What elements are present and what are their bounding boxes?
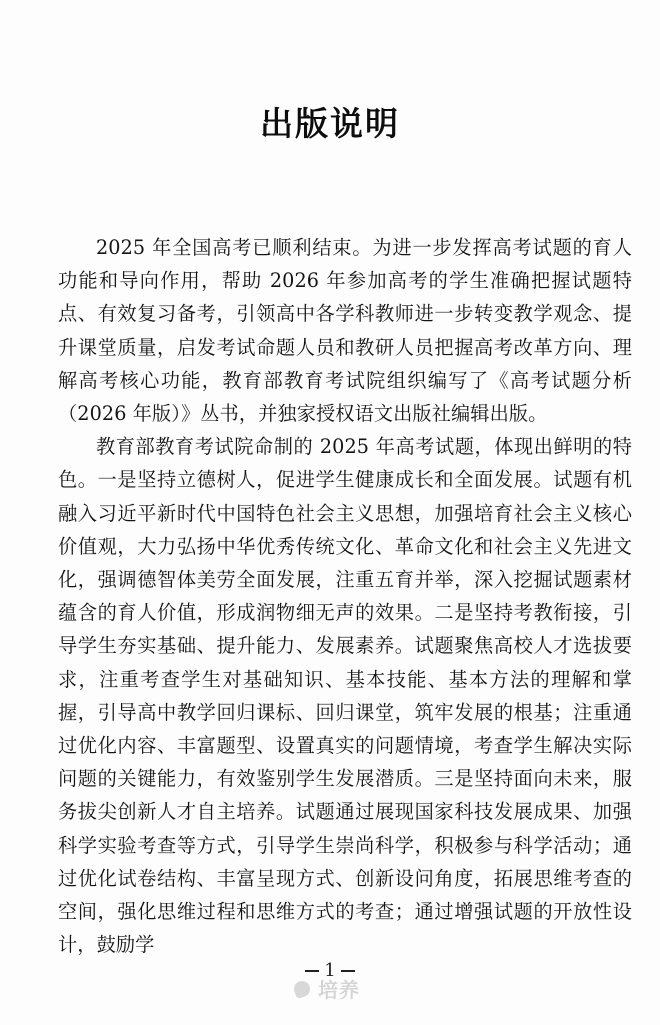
page-number-dash-right	[341, 970, 355, 972]
page-number-dash-left	[305, 970, 319, 972]
watermark	[292, 974, 360, 1003]
watermark-text: 培养	[318, 978, 360, 1002]
page-title: 出版说明	[260, 104, 400, 143]
paw-logo-icon	[292, 978, 314, 1000]
body-text	[58, 231, 632, 961]
paragraph-intro: 2025 年全国高考已顺利结束。为进一步发挥高考试题的育人功能和导向作用，帮助 2026 年参加高考的学生准确把握试题特点、有效复习备考，引领高中各学科教师进一步转变教学观念、提升课堂质量，启发考试命题人员和教研人员把握高考改革方向、理解高考核心功能，教育部教育考试院组织编写了《高考试题分析（2026 年版）》丛书，并独家授权语文出版社编辑出版。	[58, 236, 632, 426]
page-number-value: 1	[324, 960, 336, 981]
paragraph-features: 教育部教育考试院命制的 2025 年高考试题，体现出鲜明的特色。一是坚持立德树人，促进学生健康成长和全面发展。试题有机融入习近平新时代中国特色社会主义思想，加强培育社会主义核心价值观，大力弘扬中华优秀传统文化、革命文化和社会主义先进文化，强调德智体美劳全面发展，注重五育并举，深入挖掘试题素材蕴含的育人价值，形成润物细无声的效果。二是坚持考教衔接，引导学生夯实基础、提升能力、发展素养。试题聚焦高校人才选拔要求，注重考查学生对基础知识、基本技能、基本方法的理解和掌握，引导高中教学回归课标、回归课堂，筑牢发展的根基；注重通过优化内容、丰富题型、设置真实的问题情境，考查学生解决实际问题的关键能力，有效鉴别学生发展潜质。三是坚持面向未来，服务拔尖创新人才自主培养。试题通过展现国家科技发展成果、加强科学实验考查等方式，引导学生崇尚科学，积极参与科学活动；通过优化试卷结构、丰富呈现方式、创新设问角度，拓展思维考查的空间，强化思维过程和思维方式的考查；通过增强试题的开放性设计，鼓励学	[58, 435, 632, 957]
